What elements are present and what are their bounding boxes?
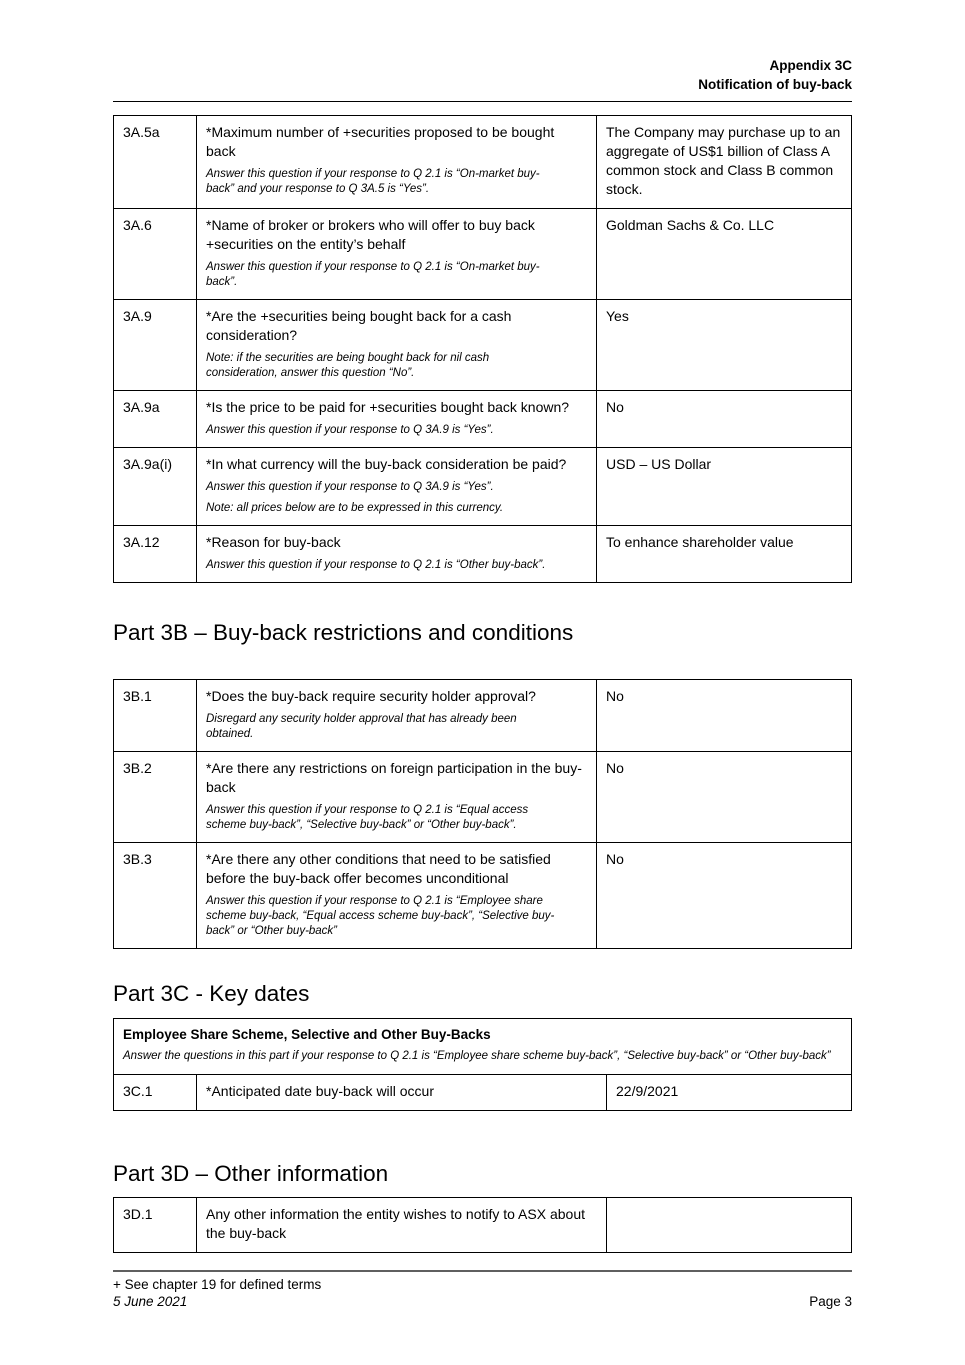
banner-note: Answer the questions in this part if your response to Q 2.1 is “Employee share scheme buy-back”, “Selective buy-back” or “Other buy-back” (123, 1050, 831, 1062)
row-answer-cell (607, 1197, 852, 1252)
question-text: *Anticipated date buy-back will occur (206, 1082, 435, 1099)
row-question-cell (197, 526, 597, 583)
row-code-cell: 3A.9 (114, 300, 197, 391)
table-row (114, 680, 852, 752)
footer-defined-terms: + See chapter 19 for defined terms (113, 1276, 322, 1292)
row-code-cell: 3A.5a (114, 116, 197, 209)
header-form-title: Notification of buy-back (698, 76, 852, 92)
table-row (114, 526, 852, 583)
row-question-cell (197, 300, 597, 391)
document-footer (113, 1276, 852, 1311)
row-answer-cell: To enhance shareholder value (597, 526, 852, 583)
question-text: *Reason for buy-back (206, 534, 341, 550)
row-code-cell: 3B.3 (114, 843, 197, 949)
question-note: Answer this question if your response to Q 2.1 is “Other buy-back”. (206, 559, 546, 571)
row-question-cell (197, 1074, 607, 1110)
footer-rule (113, 1270, 852, 1272)
row-code-cell: 3B.2 (114, 752, 197, 843)
footer-page-number: Page 3 (809, 1294, 852, 1309)
row-code-cell: 3A.12 (114, 526, 197, 583)
question-text: *Are the +securities being bought back for a cash consideration? (206, 308, 512, 343)
table-row (114, 209, 852, 300)
question-text: *Name of broker or brokers who will offer to buy back +securities on the entity’s behalf (206, 217, 535, 252)
table-row (114, 116, 852, 209)
row-answer-cell: No (597, 391, 852, 448)
row-code-cell: 3A.9a (114, 391, 197, 448)
row-code-cell: 3B.1 (114, 680, 197, 752)
part3d-table (113, 1197, 852, 1253)
header-appendix-title: Appendix 3C (769, 58, 852, 73)
question-text: *Does the buy-back require security holder approval? (206, 688, 536, 704)
question-note: Answer this question if your response to Q 3A.9 is “Yes”. (206, 424, 494, 436)
question-note: Disregard any security holder approval that has already been obtained. (206, 713, 517, 740)
row-answer-cell: The Company may purchase up to an aggregate of US$1 billion of Class A common stock and Class B common stock. (597, 116, 852, 209)
part3b-table (113, 679, 852, 949)
question-note: Note: all prices below are to be expressed in this currency. (206, 502, 504, 514)
row-answer-cell: Goldman Sachs & Co. LLC (597, 209, 852, 300)
part3d-heading: Part 3D – Other information (113, 1160, 389, 1186)
row-question-cell (197, 391, 597, 448)
row-answer-cell: No (597, 843, 852, 949)
part3b-heading: Part 3B – Buy-back restrictions and conditions (113, 620, 574, 645)
question-note: Answer this question if your response to Q 2.1 is “On-market buy-back” and your response to Q 3A.5 is “Yes”. (206, 168, 540, 195)
question-note: Answer this question if your response to Q 2.1 is “Equal access scheme buy-back”, “Selective buy-back” or “Other buy-back”. (206, 804, 529, 831)
row-question-cell (197, 680, 597, 752)
row-question-cell (197, 116, 597, 209)
question-note: Answer this question if your response to Q 3A.9 is “Yes”. (206, 481, 494, 493)
row-question-cell (197, 209, 597, 300)
table-row (114, 448, 852, 526)
row-answer-cell: No (597, 752, 852, 843)
table-row (114, 391, 852, 448)
header-rule (113, 101, 852, 102)
question-note: Answer this question if your response to Q 2.1 is “Employee share scheme buy-back, “Equal access scheme buy-back”, “Selective buy-back” or “Other buy-back” (206, 895, 555, 937)
question-text: *Are there any restrictions on foreign participation in the buy-back (206, 760, 582, 795)
footer-date: 5 June 2021 (113, 1294, 188, 1309)
question-text: *Maximum number of +securities proposed to be bought back (206, 124, 555, 159)
question-note: Answer this question if your response to Q 2.1 is “On-market buy-back”. (206, 261, 540, 288)
question-text: *In what currency will the buy-back consideration be paid? (206, 456, 567, 472)
table-row (114, 1074, 852, 1110)
question-text: *Are there any other conditions that need to be satisfied before the buy-back offer becomes unconditional (206, 851, 551, 886)
row-code-cell: 3D.1 (114, 1197, 197, 1252)
table-row (114, 300, 852, 391)
row-code-cell: 3A.9a(i) (114, 448, 197, 526)
row-code-cell: 3A.6 (114, 209, 197, 300)
row-answer-cell: USD – US Dollar (597, 448, 852, 526)
table-row (114, 1197, 852, 1252)
row-question-cell (197, 843, 597, 949)
question-note: Note: if the securities are being bought back for nil cash consideration, answer this question “No”. (206, 352, 490, 379)
row-question-cell (197, 448, 597, 526)
question-text: *Is the price to be paid for +securities bought back known? (206, 399, 570, 415)
row-question-cell (197, 1197, 607, 1252)
row-answer-cell: Yes (597, 300, 852, 391)
table-banner-row (114, 1019, 852, 1075)
document-header (113, 57, 852, 94)
banner-title: Employee Share Scheme, Selective and Other Buy-Backs (123, 1027, 491, 1042)
part3a-table (113, 115, 852, 583)
row-answer-cell: 22/9/2021 (607, 1074, 852, 1110)
question-text: Any other information the entity wishes to notify to ASX about the buy-back (206, 1205, 585, 1241)
banner-cell (114, 1019, 852, 1075)
table-row (114, 843, 852, 949)
row-code-cell: 3C.1 (114, 1074, 197, 1110)
row-question-cell (197, 752, 597, 843)
part3c-heading: Part 3C - Key dates (113, 981, 310, 1006)
row-answer-cell: No (597, 680, 852, 752)
part3c-table (113, 1018, 852, 1111)
table-row (114, 752, 852, 843)
